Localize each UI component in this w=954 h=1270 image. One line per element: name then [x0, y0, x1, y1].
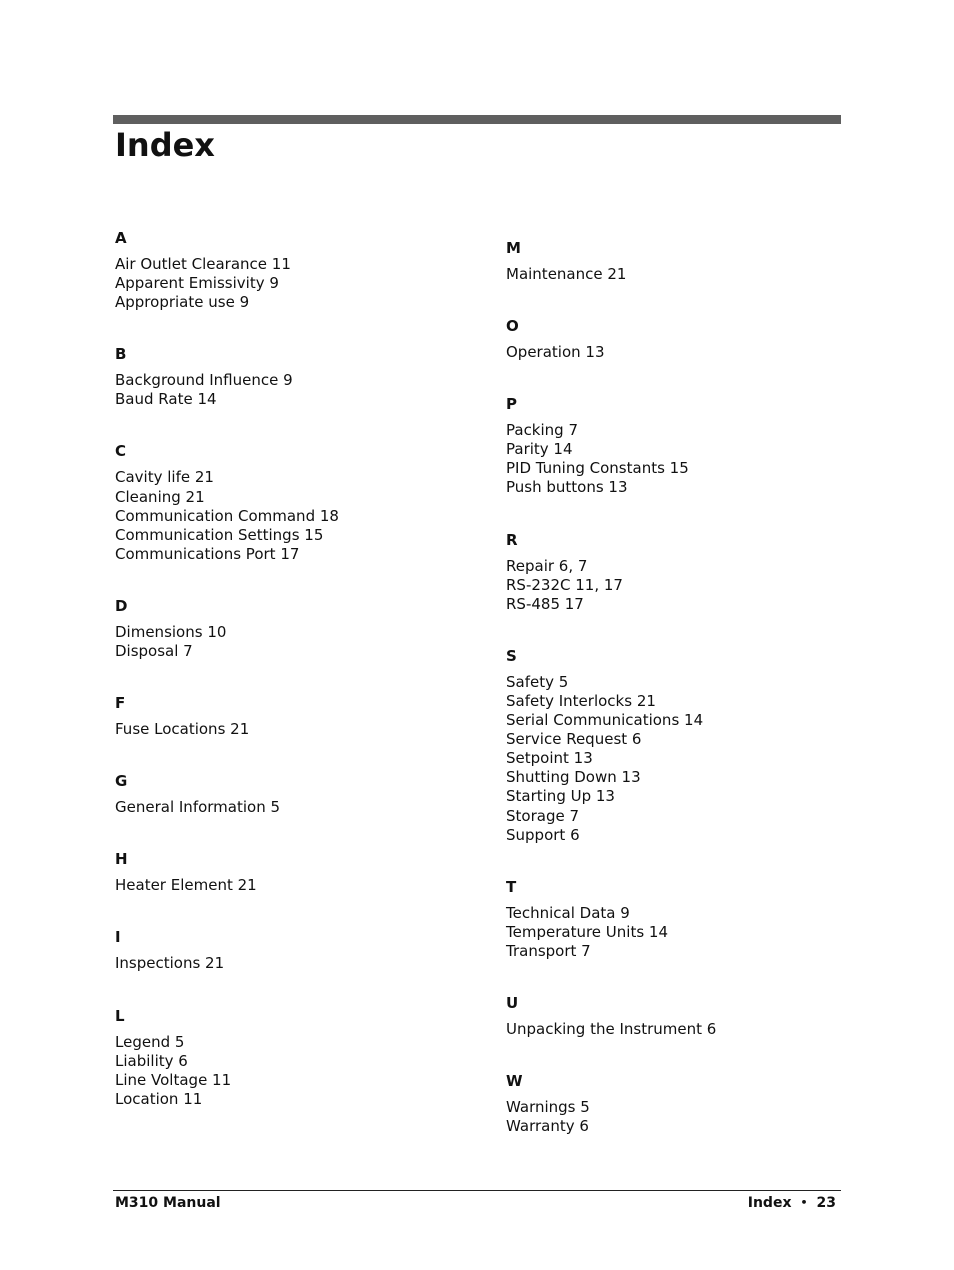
- page-title: Index: [115, 126, 215, 164]
- index-entry: Technical Data 9: [506, 903, 630, 922]
- index-letter-heading: R: [506, 530, 518, 549]
- index-entry: RS-485 17: [506, 594, 584, 613]
- index-section-g: [115, 767, 475, 817]
- index-entry: RS-232C 11, 17: [506, 575, 623, 594]
- index-section-f: [115, 689, 475, 739]
- index-letter-heading: O: [506, 317, 519, 336]
- index-letter-heading: T: [506, 877, 517, 896]
- index-entry: Warranty 6: [506, 1117, 589, 1136]
- index-section-l: [115, 1002, 475, 1109]
- index-letter-heading: I: [115, 928, 121, 947]
- index-entry: Warnings 5: [506, 1098, 590, 1117]
- index-entry: Background Influence 9: [115, 371, 293, 390]
- index-entry: Repair 6, 7: [506, 556, 588, 575]
- index-section-t: [506, 873, 846, 961]
- index-entry: Safety Interlocks 21: [506, 691, 656, 710]
- index-entry: Starting Up 13: [506, 787, 615, 806]
- index-entry: Location 11: [115, 1089, 203, 1108]
- index-entry: Disposal 7: [115, 642, 193, 661]
- index-letter-heading: B: [115, 345, 127, 364]
- index-letter-heading: G: [115, 772, 128, 791]
- footer-page-info: [748, 1193, 836, 1213]
- index-letter-heading: U: [506, 993, 519, 1012]
- index-entry: Line Voltage 11: [115, 1070, 232, 1089]
- index-entry: Serial Communications 14: [506, 711, 704, 730]
- index-letter-heading: H: [115, 850, 128, 869]
- index-entry: General Information 5: [115, 798, 281, 817]
- index-entry: Appropriate use 9: [115, 293, 250, 312]
- index-letter-heading: W: [506, 1072, 523, 1091]
- index-section-i: [115, 923, 475, 973]
- index-entry: Cavity life 21: [115, 468, 214, 487]
- index-section-c: [115, 437, 475, 563]
- index-entry: Operation 13: [506, 343, 605, 362]
- index-entry: Apparent Emissivity 9: [115, 274, 279, 293]
- footer-rule: [113, 1190, 841, 1191]
- index-section-s: [506, 642, 846, 845]
- index-entry: Transport 7: [506, 941, 591, 960]
- index-entry: Support 6: [506, 825, 580, 844]
- index-column-right: [506, 234, 846, 1164]
- index-entry: Maintenance 21: [506, 265, 627, 283]
- index-letter-heading: A: [115, 229, 127, 247]
- footer-separator: •: [800, 1196, 808, 1209]
- index-entry: Temperature Units 14: [506, 922, 668, 941]
- index-entry: Cleaning 21: [115, 487, 205, 506]
- index-entry: Storage 7: [506, 806, 580, 825]
- index-entry: PID Tuning Constants 15: [506, 459, 689, 478]
- footer-manual-name: M310 Manual: [115, 1195, 221, 1211]
- index-entry: Communications Port 17: [115, 544, 300, 563]
- index-section-a: [115, 224, 475, 312]
- header-rule: [113, 115, 841, 124]
- index-letter-heading: S: [506, 646, 517, 665]
- index-letter-heading: L: [115, 1006, 125, 1025]
- index-section-w: [506, 1067, 846, 1136]
- index-entry: Shutting Down 13: [506, 768, 641, 787]
- index-entry: Parity 14: [506, 440, 573, 459]
- index-entry: Service Request 6: [506, 730, 642, 749]
- index-section-o: [506, 312, 846, 362]
- footer-section-name: Index: [747, 1195, 792, 1211]
- index-entry: Safety 5: [506, 672, 569, 691]
- index-entry: Push buttons 13: [506, 478, 628, 497]
- index-letter-heading: D: [115, 596, 128, 615]
- index-section-p: [506, 390, 846, 497]
- index-entry: Setpoint 13: [506, 749, 593, 768]
- index-entry: Heater Element 21: [115, 876, 257, 895]
- index-entry: Air Outlet Clearance 11: [115, 255, 291, 273]
- index-section-u: [506, 989, 846, 1039]
- index-entry: Communication Command 18: [115, 506, 339, 525]
- index-section-h: [115, 845, 475, 895]
- index-entry: Unpacking the Instrument 6: [506, 1019, 717, 1038]
- index-section-b: [115, 340, 475, 409]
- index-entry: Legend 5: [115, 1032, 185, 1051]
- index-section-m: [506, 234, 846, 284]
- index-entry: Baud Rate 14: [115, 390, 217, 409]
- index-column-left: [115, 224, 475, 1137]
- index-entry: Packing 7: [506, 421, 579, 440]
- index-entry: Fuse Locations 21: [115, 720, 250, 739]
- footer-page-number: 23: [816, 1195, 836, 1211]
- index-entry: Dimensions 10: [115, 622, 227, 641]
- index-letter-heading: P: [506, 395, 517, 414]
- index-entry: Communication Settings 15: [115, 525, 324, 544]
- index-entry: Liability 6: [115, 1051, 188, 1070]
- index-entry: Inspections 21: [115, 954, 225, 973]
- index-section-d: [115, 592, 475, 661]
- index-section-r: [506, 526, 846, 614]
- index-letter-heading: C: [115, 442, 127, 461]
- index-letter-heading: M: [506, 239, 521, 257]
- index-letter-heading: F: [115, 694, 126, 713]
